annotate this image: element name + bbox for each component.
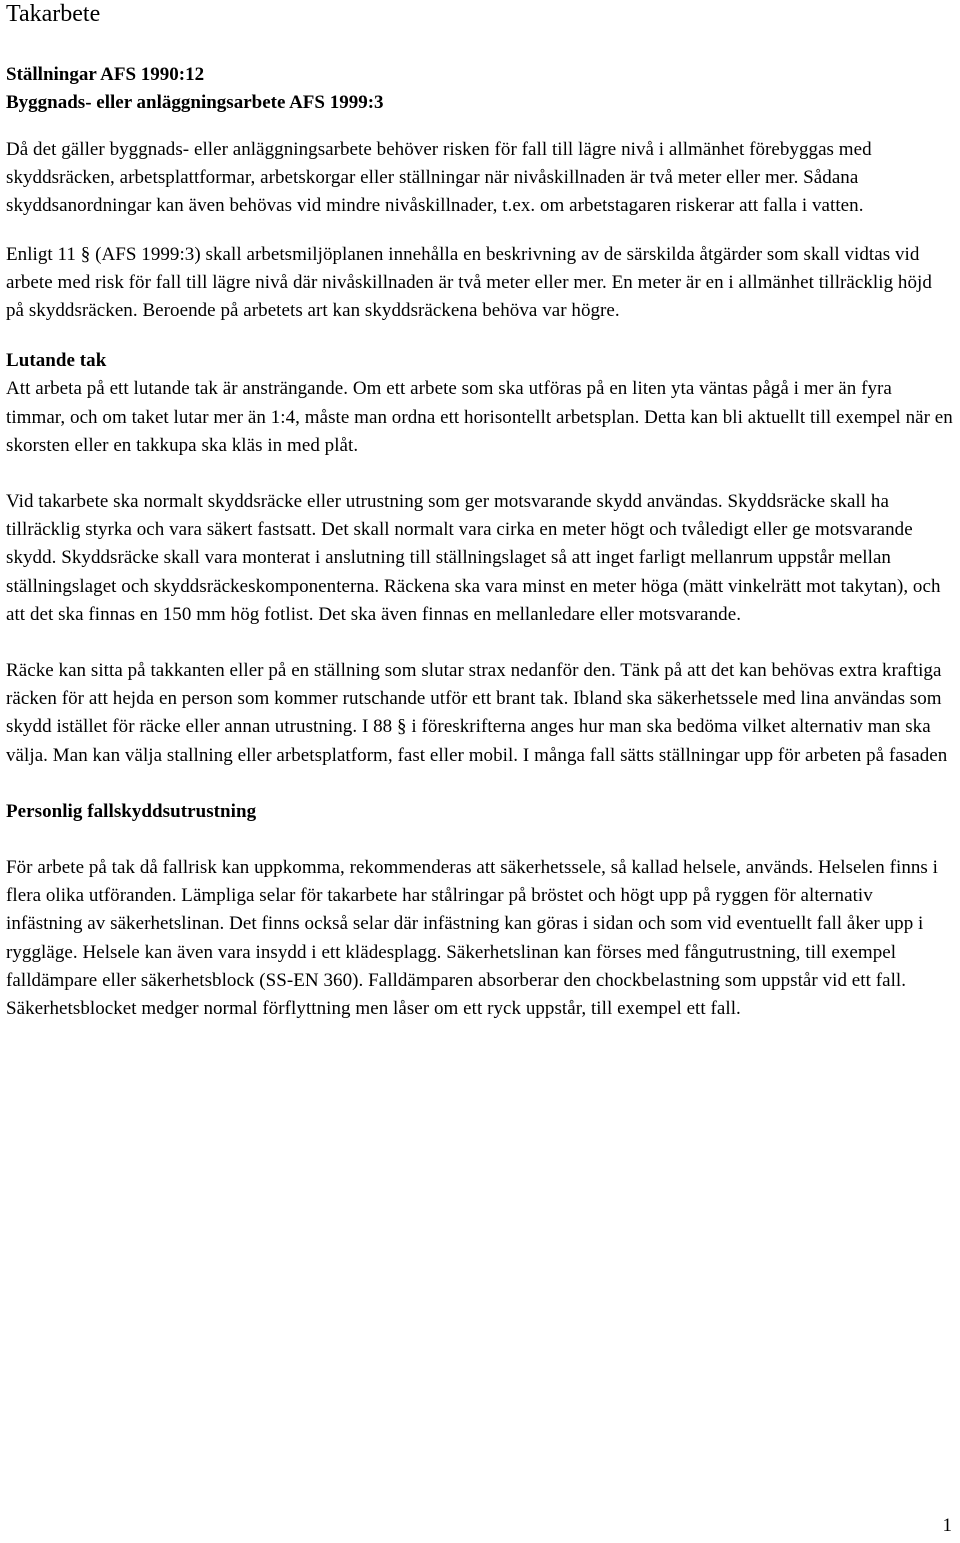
subtitle-construction: Byggnads- eller anläggningsarbete AFS 1999:3 xyxy=(6,92,384,113)
page-number: 1 xyxy=(942,1515,952,1536)
paragraph-sloping-roof: Att arbeta på ett lutande tak är ansträngande. Om ett arbete som ska utföras på en liten yta väntas pågå i mer än fyra timmar, och om taket lutar mer än 1:4, måste man ordna ett horisontellt arbetsplan. Detta kan bli aktuellt till exempel när en skorsten eller en takkupa ska kläs in med plåt. xyxy=(6,378,953,456)
paragraph-intro: Då det gäller byggnads- eller anläggningsarbete behöver risken för fall till lägre nivå i allmänhet förebyggas med skyddsräcken, arbetsplattformar, arbetskorgar eller ställningar när nivåskillnaden är två meter eller mer. Sådana skyddsanordningar kan även behövas vid mindre nivåskillnader, t.ex. om arbetstagaren riskerar att falla i vatten. xyxy=(6,139,872,217)
paragraph-work-environment-plan: Enligt 11 § (AFS 1999:3) skall arbetsmiljöplanen innehålla en beskrivning av de särskilda åtgärder som skall vidtas vid arbete med risk för fall till lägre nivå där nivåskillnaden är två meter eller mer. En meter är en i allmänhet tillräcklig höjd på skyddsräcken. Beroende på arbetets art kan skyddsräckena behöva var högre. xyxy=(6,243,932,322)
paragraph-harness: För arbete på tak då fallrisk kan uppkomma, rekommenderas att säkerhetssele, så kallad helsele, används. Helselen finns i flera olika utföranden. Lämpliga selar för takarbete har stålringar på bröstet och högt upp på ryggen för alternativ infästning av säkerhetslinan. Det finns också selar där infästning kan göras i sidan och som vid eventuellt fall åker upp i ryggläge. Helsele kan även vara insydd i ett klädesplagg. Säkerhetslinan kan förses med fångutrustning, till exempel falldämpare eller säkerhetsblock (SS-EN 360). Falldämparen absorberar den chockbelastning som uppstår vid ett fall. Säkerhetsblocket medger normal förflyttning men låser om ett ryck uppstår, till exempel ett fall. xyxy=(6,857,938,1020)
page-title: Takarbete xyxy=(6,1,101,27)
regulation-references xyxy=(6,61,954,117)
subtitle-scaffolding: Ställningar AFS 1990:12 xyxy=(6,64,205,85)
paragraph-roof-edge: Räcke kan sitta på takkanten eller på en ställning som slutar strax nedanför den. Tänk på att det kan behövas extra kraftiga räcken för att hejda en person som kommer rutschande utför ett brant tak. Ibland ska säkerhetssele med lina användas som skydd istället för räcke eller annan utrustning. I 88 § i föreskrifterna anges hur man ska bedöma vilket alternativ man ska välja. Man kan välja stallning eller arbetsplatform, fast eller mobil. I många fall sätts ställningar upp för arbeten på fasaden xyxy=(6,660,948,766)
document-page xyxy=(6,0,954,1023)
heading-sloping-roof: Lutande tak xyxy=(6,350,107,372)
paragraph-guardrails: Vid takarbete ska normalt skyddsräcke eller utrustning som ger motsvarande skydd användas. Skyddsräcke skall ha tillräcklig styrka och vara säkert fastsatt. Det skall normalt vara cirka en meter högt och tvåledigt eller ge motsvarande skydd. Skyddsräcke skall vara monterat i anslutning till ställningslaget så att inget farligt mellanrum uppstår mellan ställningslaget och skyddsräckeskomponenterna. Räckena ska vara minst en meter höga (mätt vinkelrätt mot takytan), och att det ska finnas en 150 mm hög fotlist. Det ska även finnas en mellanledare eller motsvarande. xyxy=(6,491,941,625)
heading-personal-fall-protection: Personlig fallskyddsutrustning xyxy=(6,800,257,822)
